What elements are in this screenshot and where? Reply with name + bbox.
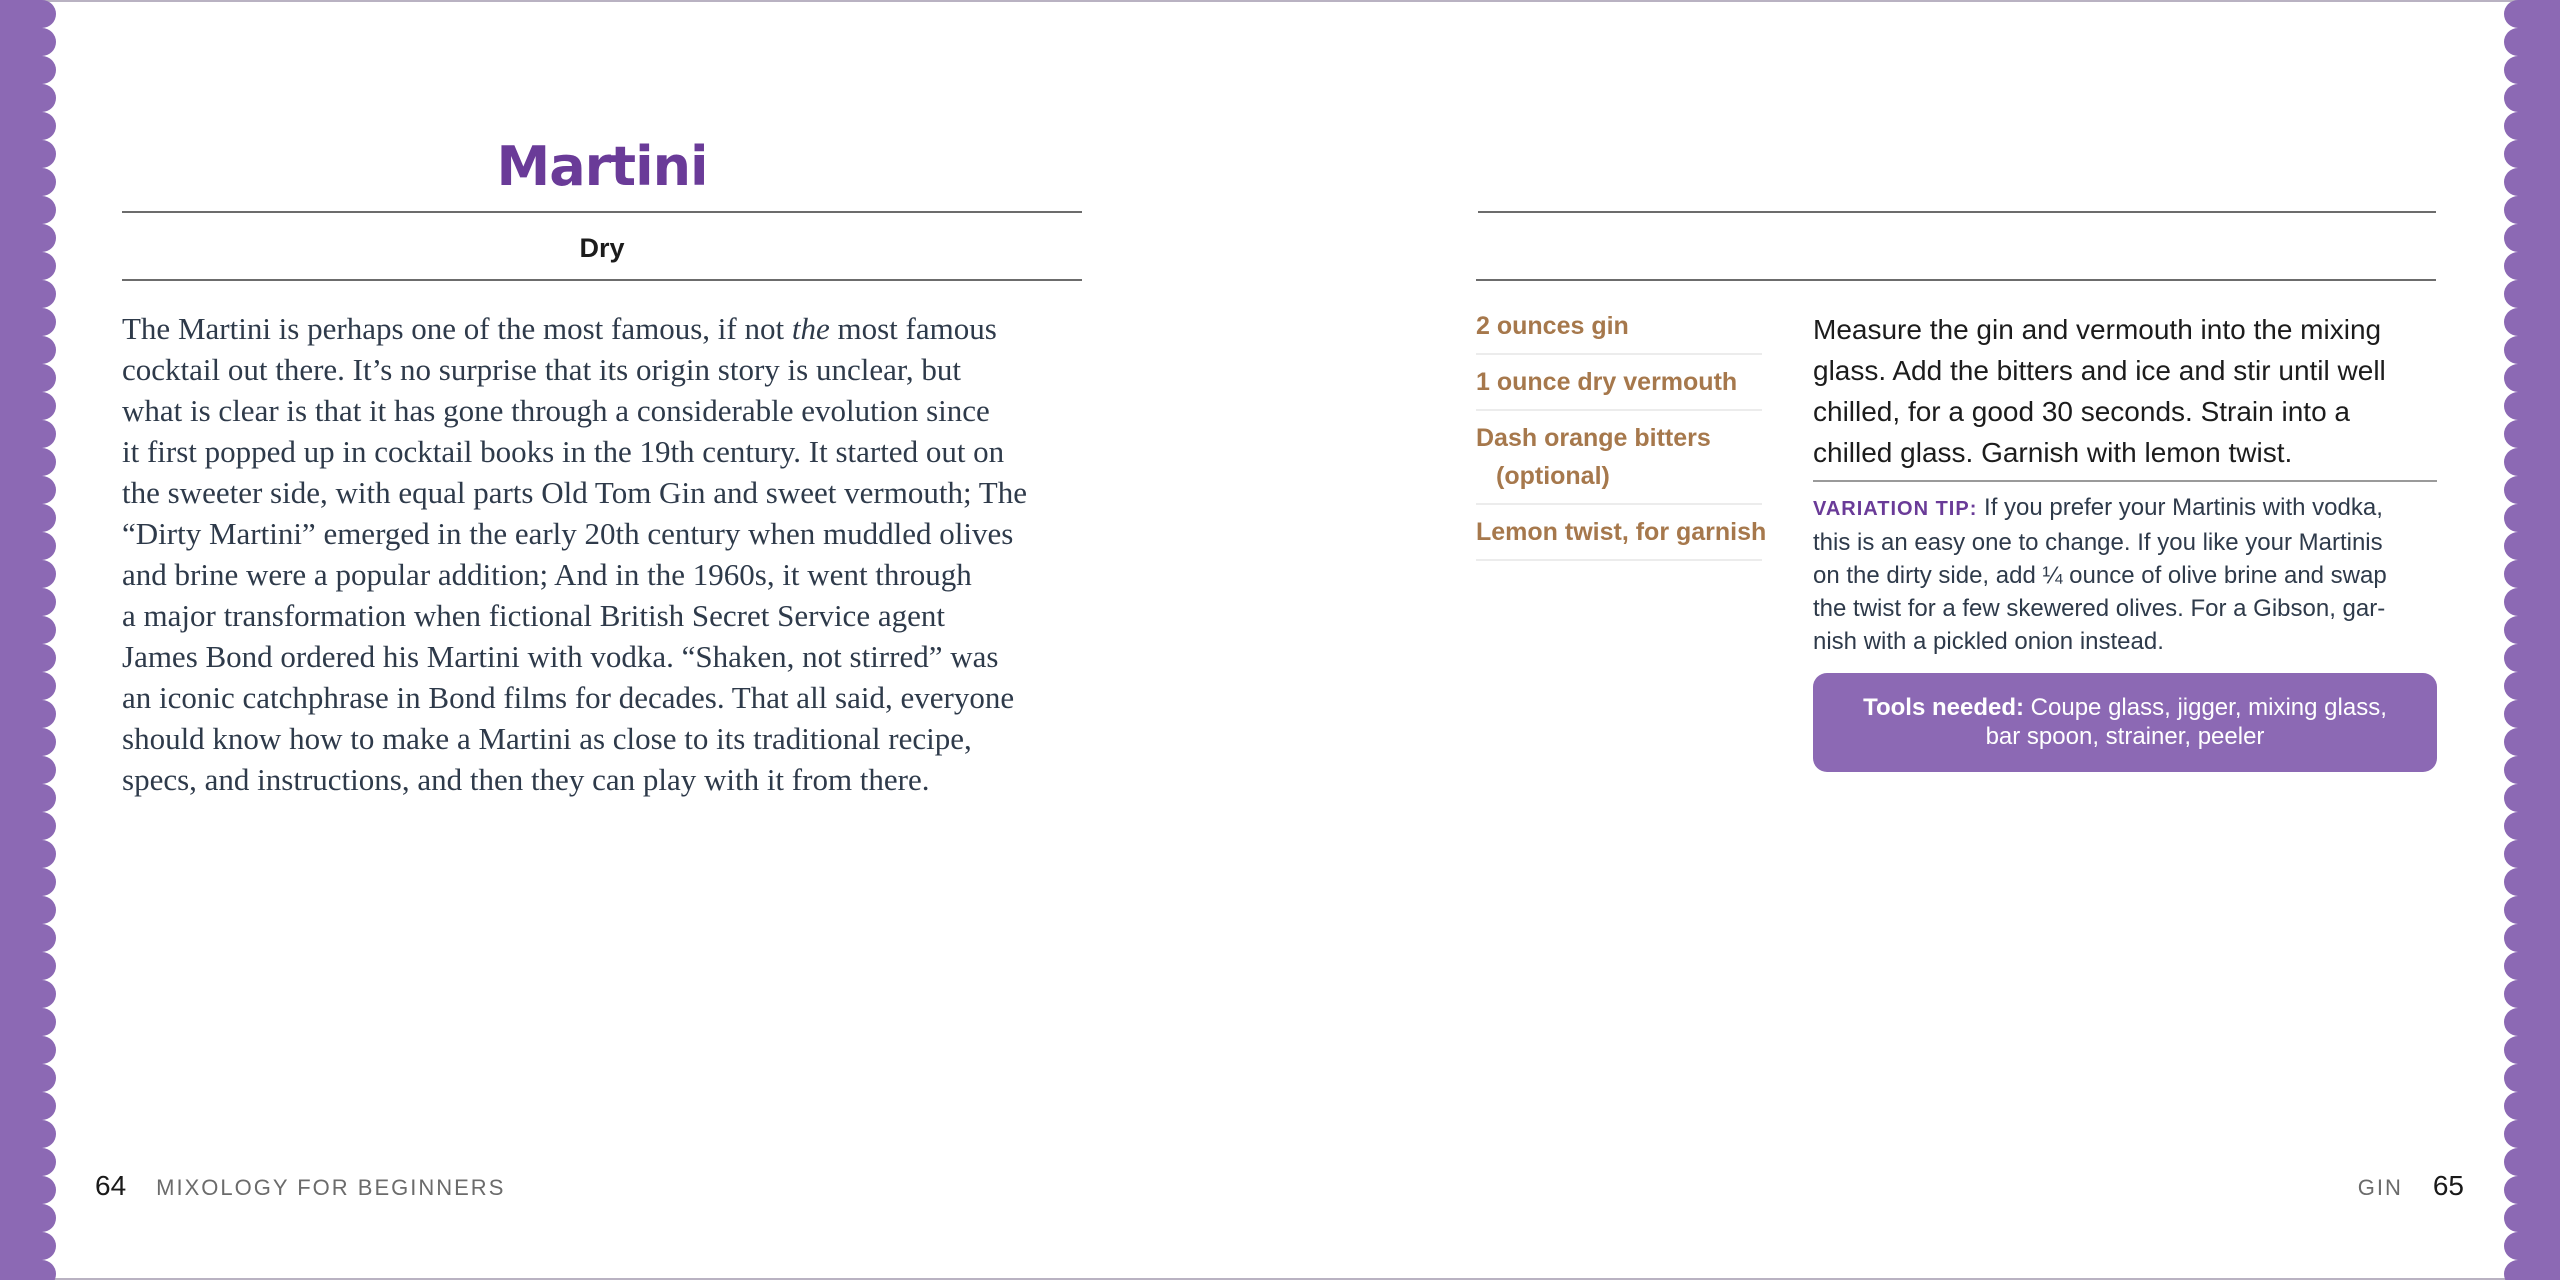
tools-line-1: [1813, 693, 2437, 722]
running-head-left: MIXOLOGY FOR BEGINNERS: [156, 1175, 506, 1200]
intro-paragraph: [122, 308, 1112, 800]
intro-line-9: James Bond ordered his Martini with vodka. “Shaken, not stirred” was: [122, 639, 999, 674]
intro-line-8: a major transformation when fictional British Secret Service agent: [122, 598, 945, 633]
tools-line-1-text: Coupe glass, jigger, mixing glass,: [2024, 694, 2387, 721]
ingredient-item: [1476, 513, 1767, 561]
recipe-title: Martini: [496, 135, 708, 198]
ingredient-item: [1476, 419, 1762, 505]
left-scalloped-edge: [0, 0, 60, 1280]
method-line-2: glass. Add the bitters and ice and stir until well: [1813, 355, 2386, 386]
ingredient-list: [1476, 307, 1767, 569]
intro-line-4: it first popped up in cocktail books in the 19th century. It started out on: [122, 434, 1005, 469]
tip-line-5: nish with a pickled onion instead.: [1813, 628, 2164, 655]
right-scalloped-edge: [2500, 0, 2560, 1280]
intro-line-11: should know how to make a Martini as close to its traditional recipe,: [122, 721, 972, 756]
tip-line-3: on the dirty side, add ¼ ounce of olive brine and swap: [1813, 562, 2387, 589]
tip-line-2: this is an easy one to change. If you like your Martinis: [1813, 529, 2383, 556]
tools-label: Tools needed:: [1863, 694, 2025, 721]
ingredient-text: 2 ounces gin: [1476, 312, 1629, 340]
ingredient-text: Lemon twist, for garnish: [1476, 518, 1767, 546]
style-label: Dry: [579, 233, 625, 263]
variation-tip: [1813, 491, 2443, 658]
method-paragraph: [1813, 309, 2443, 473]
intro-line-1-end: most famous: [829, 311, 997, 346]
page-number-right: 65: [2432, 1170, 2464, 1201]
tip-rule: [1813, 480, 2437, 482]
intro-line-3: what is clear is that it has gone through a considerable evolution since: [122, 393, 990, 428]
tip-line-1-text: If you prefer your Martinis with vodka,: [1977, 494, 2383, 521]
title-rule-top-right: [1478, 211, 2436, 213]
footer-right: [2358, 1168, 2464, 1204]
intro-line-2: cocktail out there. It’s no surprise that its origin story is unclear, but: [122, 352, 962, 387]
title-rule-top-left: [122, 211, 1082, 213]
intro-emphasis: the: [791, 311, 830, 346]
footer-left: [95, 1168, 505, 1204]
ingredient-item: [1476, 307, 1762, 355]
tip-line-4: the twist for a few skewered olives. For a Gibson, gar-: [1813, 595, 2386, 622]
intro-line-7: and brine were a popular addition; And in the 1960s, it went through: [122, 557, 972, 592]
tip-label: VARIATION TIP:: [1813, 498, 1978, 520]
title-rule-bottom-right: [1476, 279, 2436, 281]
tools-needed-box: [1813, 673, 2437, 772]
method-line-1: Measure the gin and vermouth into the mixing: [1813, 314, 2382, 345]
tools-line-2: bar spoon, strainer, peeler: [1985, 723, 2265, 750]
method-line-4: chilled glass. Garnish with lemon twist.: [1813, 437, 2293, 468]
ingredient-text: Dash orange bitters: [1476, 424, 1711, 452]
method-line-3: chilled, for a good 30 seconds. Strain into a: [1813, 396, 2351, 427]
intro-line-6: “Dirty Martini” emerged in the early 20th century when muddled olives: [122, 516, 1014, 551]
intro-line-5: the sweeter side, with equal parts Old Tom Gin and sweet vermouth; The: [122, 475, 1027, 510]
ingredient-item: [1476, 363, 1762, 411]
intro-line-10: an iconic catchphrase in Bond films for decades. That all said, everyone: [122, 680, 1015, 715]
intro-line-12: specs, and instructions, and then they can play with it from there.: [122, 762, 930, 797]
ingredient-note: (optional): [1496, 462, 1610, 490]
intro-line-1-start: The Martini is perhaps one of the most famous, if not: [122, 311, 792, 346]
ingredient-text: 1 ounce dry vermouth: [1476, 368, 1738, 396]
running-head-right: GIN: [2357, 1175, 2403, 1200]
tip-line-1: [1813, 491, 2443, 526]
title-rule-bottom-left: [122, 279, 1082, 281]
intro-line-1: [122, 308, 1112, 349]
page-number-left: 64: [95, 1170, 127, 1201]
